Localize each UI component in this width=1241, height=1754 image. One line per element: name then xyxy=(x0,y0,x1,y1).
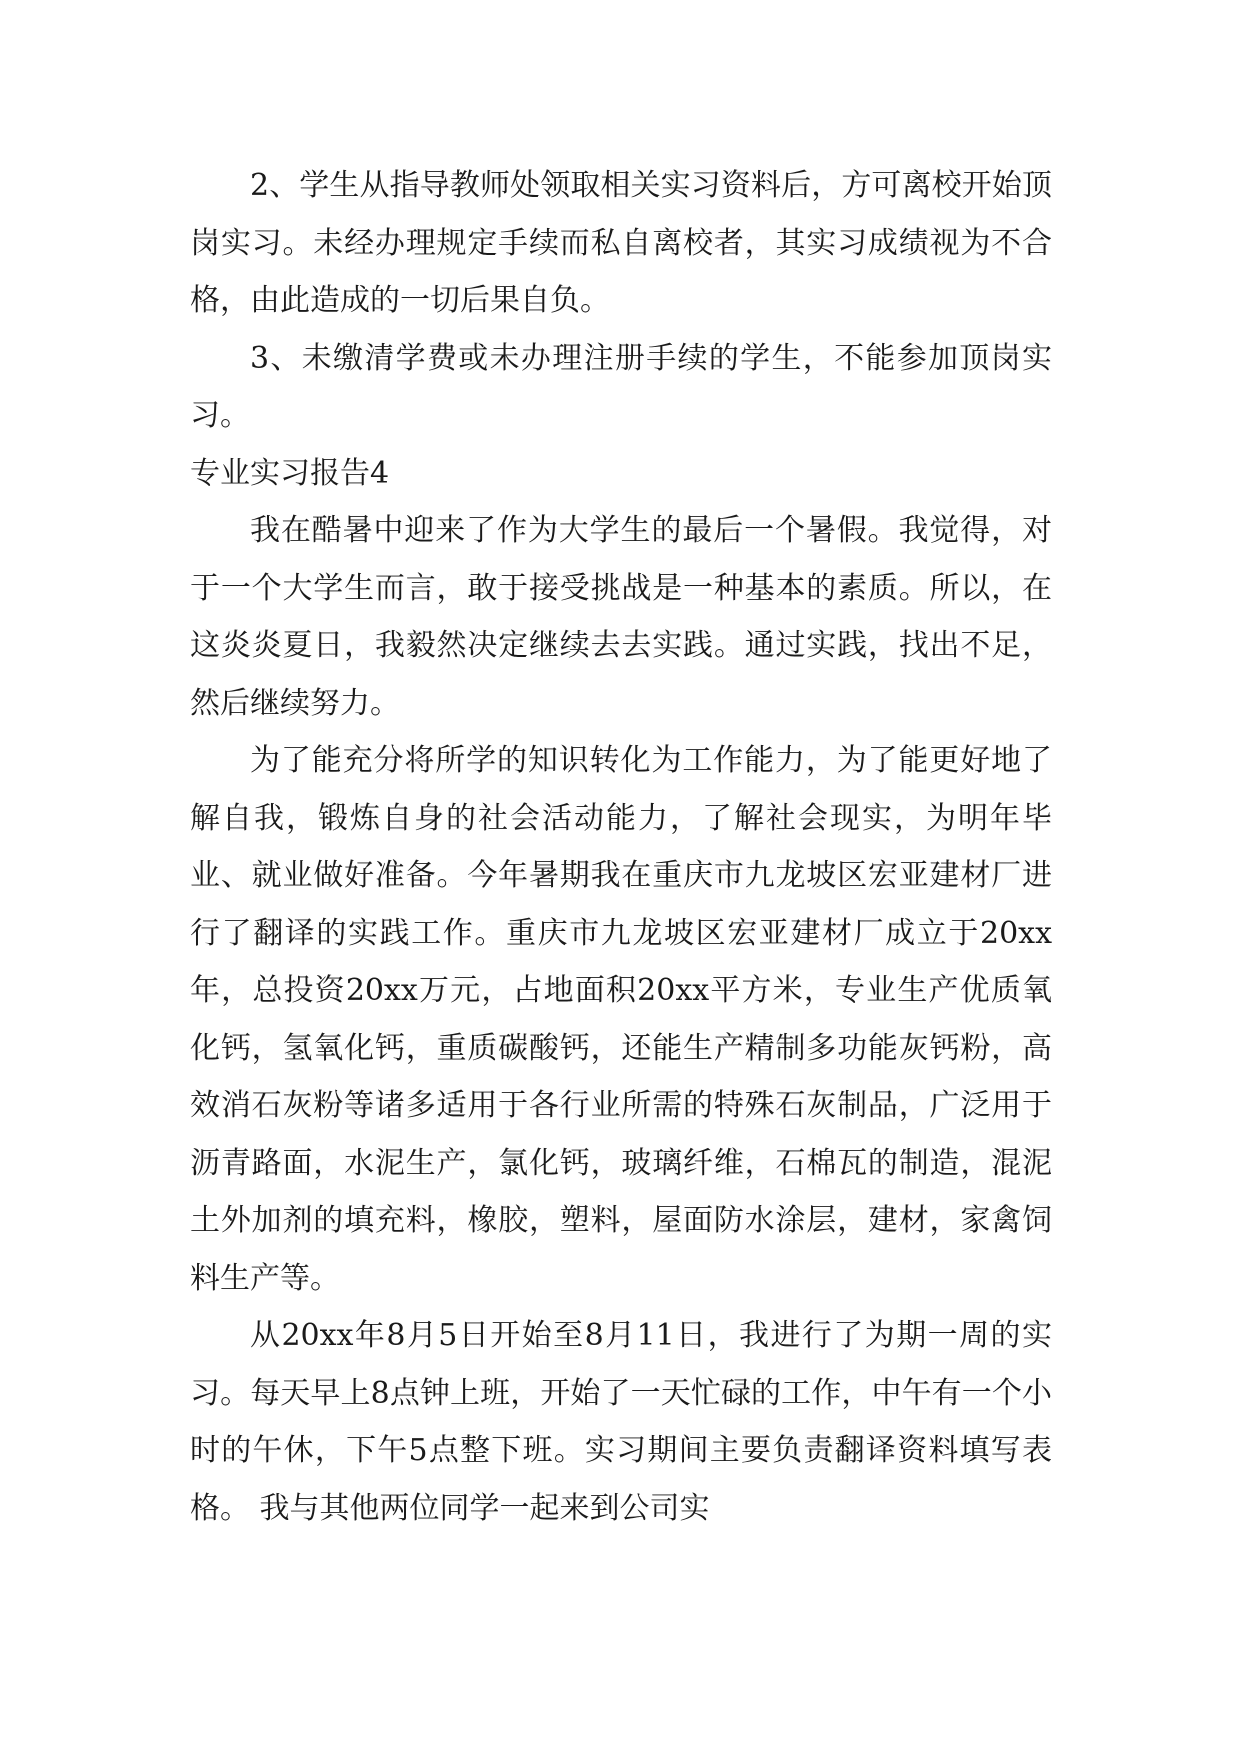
paragraph-rule-2: 2、学生从指导教师处领取相关实习资料后，方可离校开始顶岗实习。未经办理规定手续而私自离校者，其实习成绩视为不合格，由此造成的一切后果自负。 xyxy=(190,168,1052,318)
paragraph-rule-3: 3、未缴清学费或未办理注册手续的学生，不能参加顶岗实习。 xyxy=(190,340,1052,433)
paragraph-schedule: 从20xx年8月5日开始至8月11日，我进行了为期一周的实习。每天早上8点钟上班，开始了一天忙碌的工作，中午有一个小时的午休，下午5点整下班。实习期间主要负责翻译资料填写表格。 我与其他两位同学一起来到公司实 xyxy=(190,1318,1052,1526)
paragraph-company: 为了能充分将所学的知识转化为工作能力，为了能更好地了解自我，锻炼自身的社会活动能力，了解社会现实，为明年毕业、就业做好准备。今年暑期我在重庆市九龙坡区宏亚建材厂进行了翻译的实践工作。重庆市九龙坡区宏亚建材厂成立于20xx年，总投资20xx万元，占地面积20xx平方米，专业生产优质氧化钙，氢氧化钙，重质碳酸钙，还能生产精制多功能灰钙粉，高效消石灰粉等诸多适用于各行业所需的特殊石灰制品，广泛用于沥青路面，水泥生产，氯化钙，玻璃纤维，石棉瓦的制造，混泥土外加剂的填充料，橡胶，塑料，屋面防水涂层，建材，家禽饲料生产等。 xyxy=(190,743,1052,1296)
paragraph-intro: 我在酷暑中迎来了作为大学生的最后一个暑假。我觉得，对于一个大学生而言，敢于接受挑战是一种基本的素质。所以，在这炎炎夏日，我毅然决定继续去去实践。通过实践，找出不足，然后继续努力。 xyxy=(190,513,1052,721)
document-body xyxy=(190,157,1052,1537)
section-heading: 专业实习报告4 xyxy=(190,455,390,491)
